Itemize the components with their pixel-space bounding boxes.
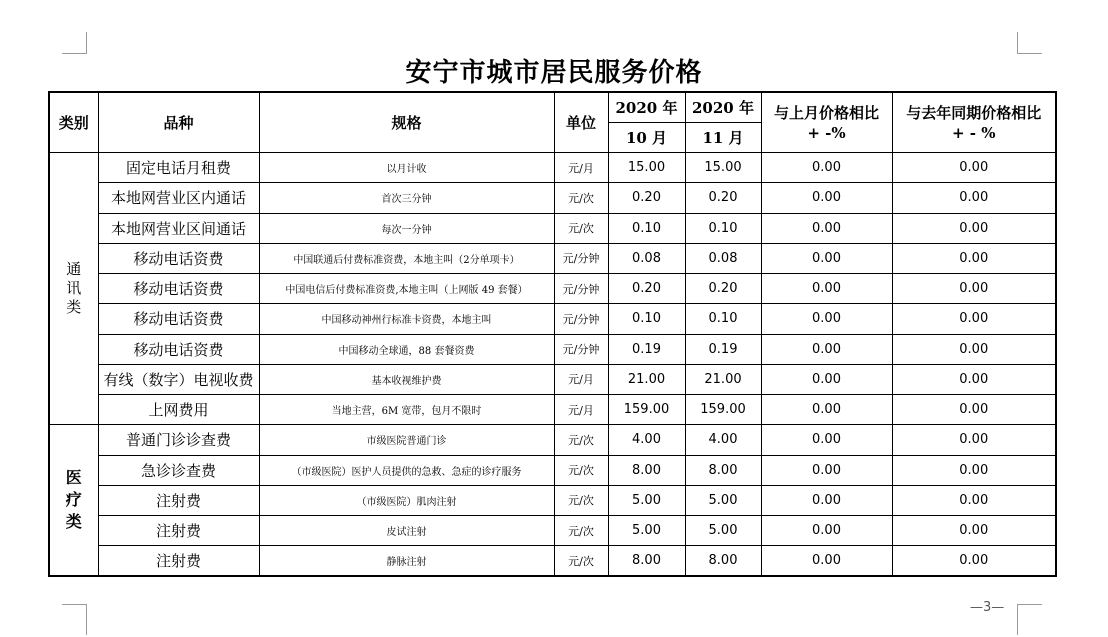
cell-spec: 中国联通后付费标准资费，本地主叫（2分单项卡） (259, 243, 554, 273)
header-vs-last-month-line2: + -% (807, 123, 846, 142)
cell-item: 移动电话资费 (98, 304, 259, 334)
cell-unit: 元/月 (554, 153, 608, 183)
header-vs-last-month (761, 92, 892, 153)
cell-spec: 市级医院普通门诊 (259, 425, 554, 455)
cell-unit: 元/次 (554, 455, 608, 485)
cell-unit: 元/次 (554, 425, 608, 455)
cell-item: 有线（数字）电视收费 (98, 364, 259, 394)
category-char: 类 (66, 298, 82, 317)
cell-spec: 每次一分钟 (259, 213, 554, 243)
cell-item: 移动电话资费 (98, 274, 259, 304)
cell-item: 移动电话资费 (98, 334, 259, 364)
header-item: 品种 (98, 92, 259, 153)
cell-change-yoy: 0.00 (892, 334, 1056, 364)
cell-unit: 元/次 (554, 213, 608, 243)
cell-change-yoy: 0.00 (892, 153, 1056, 183)
crop-mark-bottom-right (1017, 604, 1042, 635)
cell-change-mom: 0.00 (761, 183, 892, 213)
cell-price-oct: 15.00 (608, 153, 685, 183)
category-char: 疗 (65, 490, 82, 510)
cell-unit: 元/月 (554, 364, 608, 394)
cell-change-yoy: 0.00 (892, 395, 1056, 425)
cell-unit: 元/分钟 (554, 243, 608, 273)
table-row (49, 274, 1056, 304)
cell-change-yoy: 0.00 (892, 425, 1056, 455)
cell-price-nov: 0.10 (685, 213, 761, 243)
cell-price-nov: 0.20 (685, 183, 761, 213)
cell-price-oct: 0.10 (608, 213, 685, 243)
header-year-nov: 2020 年 (685, 92, 761, 123)
cell-change-mom: 0.00 (761, 425, 892, 455)
header-vs-last-year (892, 92, 1056, 153)
cell-unit: 元/分钟 (554, 304, 608, 334)
cell-item: 注射费 (98, 546, 259, 576)
table-row (49, 546, 1056, 576)
header-year-oct: 2020 年 (608, 92, 685, 123)
cell-price-nov: 0.08 (685, 243, 761, 273)
cell-price-oct: 21.00 (608, 364, 685, 394)
cell-spec: 以月计收 (259, 153, 554, 183)
category-medical (49, 425, 98, 576)
category-char: 医 (65, 468, 82, 488)
cell-unit: 元/次 (554, 516, 608, 546)
cell-change-mom: 0.00 (761, 274, 892, 304)
price-table (48, 91, 1057, 577)
table-row (49, 516, 1056, 546)
cell-spec: （市级医院）肌肉注射 (259, 485, 554, 515)
cell-unit: 元/月 (554, 395, 608, 425)
table-row (49, 334, 1056, 364)
cell-price-oct: 0.08 (608, 243, 685, 273)
cell-spec: 基本收视维护费 (259, 364, 554, 394)
cell-change-yoy: 0.00 (892, 183, 1056, 213)
cell-change-yoy: 0.00 (892, 213, 1056, 243)
cell-price-oct: 4.00 (608, 425, 685, 455)
cell-price-oct: 8.00 (608, 546, 685, 576)
header-spec: 规格 (259, 92, 554, 153)
cell-change-yoy: 0.00 (892, 243, 1056, 273)
table-row (49, 213, 1056, 243)
cell-change-yoy: 0.00 (892, 304, 1056, 334)
cell-item: 上网费用 (98, 395, 259, 425)
page-number: —3— (970, 600, 1005, 615)
cell-change-mom: 0.00 (761, 455, 892, 485)
cell-price-nov: 0.10 (685, 304, 761, 334)
cell-change-yoy: 0.00 (892, 516, 1056, 546)
header-vs-last-month-line1: 与上月价格相比 (773, 103, 879, 122)
cell-unit: 元/次 (554, 183, 608, 213)
header-vs-last-year-line1: 与去年同期价格相比 (906, 103, 1042, 122)
cell-price-oct: 5.00 (608, 516, 685, 546)
cell-price-nov: 159.00 (685, 395, 761, 425)
category-communication (49, 153, 98, 425)
cell-price-oct: 0.19 (608, 334, 685, 364)
crop-mark-bottom-left (62, 604, 87, 635)
cell-change-yoy: 0.00 (892, 485, 1056, 515)
cell-change-mom: 0.00 (761, 364, 892, 394)
category-char: 类 (65, 512, 82, 532)
cell-price-nov: 15.00 (685, 153, 761, 183)
crop-mark-top-left (62, 32, 87, 54)
cell-change-mom: 0.00 (761, 485, 892, 515)
cell-spec: （市级医院）医护人员提供的急救、急症的诊疗服务 (259, 455, 554, 485)
cell-price-nov: 5.00 (685, 485, 761, 515)
cell-change-mom: 0.00 (761, 243, 892, 273)
table-row (49, 364, 1056, 394)
cell-price-oct: 159.00 (608, 395, 685, 425)
cell-item: 普通门诊诊查费 (98, 425, 259, 455)
table-row (49, 183, 1056, 213)
page-title: 安宁市城市居民服务价格 (405, 58, 703, 88)
cell-spec: 首次三分钟 (259, 183, 554, 213)
category-char: 讯 (66, 279, 82, 298)
cell-price-nov: 0.19 (685, 334, 761, 364)
table-row (49, 153, 1056, 183)
cell-price-nov: 5.00 (685, 516, 761, 546)
cell-price-oct: 0.20 (608, 274, 685, 304)
cell-change-yoy: 0.00 (892, 274, 1056, 304)
cell-item: 本地网营业区内通话 (98, 183, 259, 213)
header-month-nov: 11 月 (685, 123, 761, 153)
cell-item: 注射费 (98, 485, 259, 515)
table-row (49, 304, 1056, 334)
header-category: 类别 (49, 92, 98, 153)
cell-spec: 中国电信后付费标准资费,本地主叫（上网版 49 套餐） (259, 274, 554, 304)
header-month-oct: 10 月 (608, 123, 685, 153)
table-row (49, 395, 1056, 425)
cell-price-oct: 8.00 (608, 455, 685, 485)
cell-price-oct: 5.00 (608, 485, 685, 515)
table-row (49, 485, 1056, 515)
table-row (49, 243, 1056, 273)
crop-mark-top-right (1017, 32, 1042, 54)
cell-price-nov: 8.00 (685, 546, 761, 576)
cell-unit: 元/次 (554, 546, 608, 576)
cell-change-yoy: 0.00 (892, 546, 1056, 576)
cell-change-mom: 0.00 (761, 395, 892, 425)
cell-unit: 元/分钟 (554, 334, 608, 364)
cell-spec: 当地主营，6M 宽带，包月不限时 (259, 395, 554, 425)
cell-change-mom: 0.00 (761, 304, 892, 334)
cell-item: 本地网营业区间通话 (98, 213, 259, 243)
cell-spec: 皮试注射 (259, 516, 554, 546)
cell-change-yoy: 0.00 (892, 455, 1056, 485)
cell-price-nov: 0.20 (685, 274, 761, 304)
cell-change-mom: 0.00 (761, 334, 892, 364)
cell-unit: 元/分钟 (554, 274, 608, 304)
cell-change-mom: 0.00 (761, 153, 892, 183)
cell-change-mom: 0.00 (761, 213, 892, 243)
cell-change-yoy: 0.00 (892, 364, 1056, 394)
cell-price-oct: 0.10 (608, 304, 685, 334)
cell-change-mom: 0.00 (761, 546, 892, 576)
cell-price-nov: 21.00 (685, 364, 761, 394)
cell-spec: 中国移动神州行标准卡资费，本地主叫 (259, 304, 554, 334)
cell-item: 移动电话资费 (98, 243, 259, 273)
table-row (49, 425, 1056, 455)
cell-spec: 静脉注射 (259, 546, 554, 576)
cell-item: 急诊诊查费 (98, 455, 259, 485)
cell-item: 固定电话月租费 (98, 153, 259, 183)
header-vs-last-year-line2: + - % (952, 123, 996, 142)
cell-change-mom: 0.00 (761, 516, 892, 546)
cell-spec: 中国移动全球通，88 套餐资费 (259, 334, 554, 364)
cell-item: 注射费 (98, 516, 259, 546)
header-unit: 单位 (554, 92, 608, 153)
cell-price-nov: 8.00 (685, 455, 761, 485)
category-char: 通 (66, 260, 82, 279)
cell-price-oct: 0.20 (608, 183, 685, 213)
cell-price-nov: 4.00 (685, 425, 761, 455)
table-row (49, 455, 1056, 485)
cell-unit: 元/次 (554, 485, 608, 515)
